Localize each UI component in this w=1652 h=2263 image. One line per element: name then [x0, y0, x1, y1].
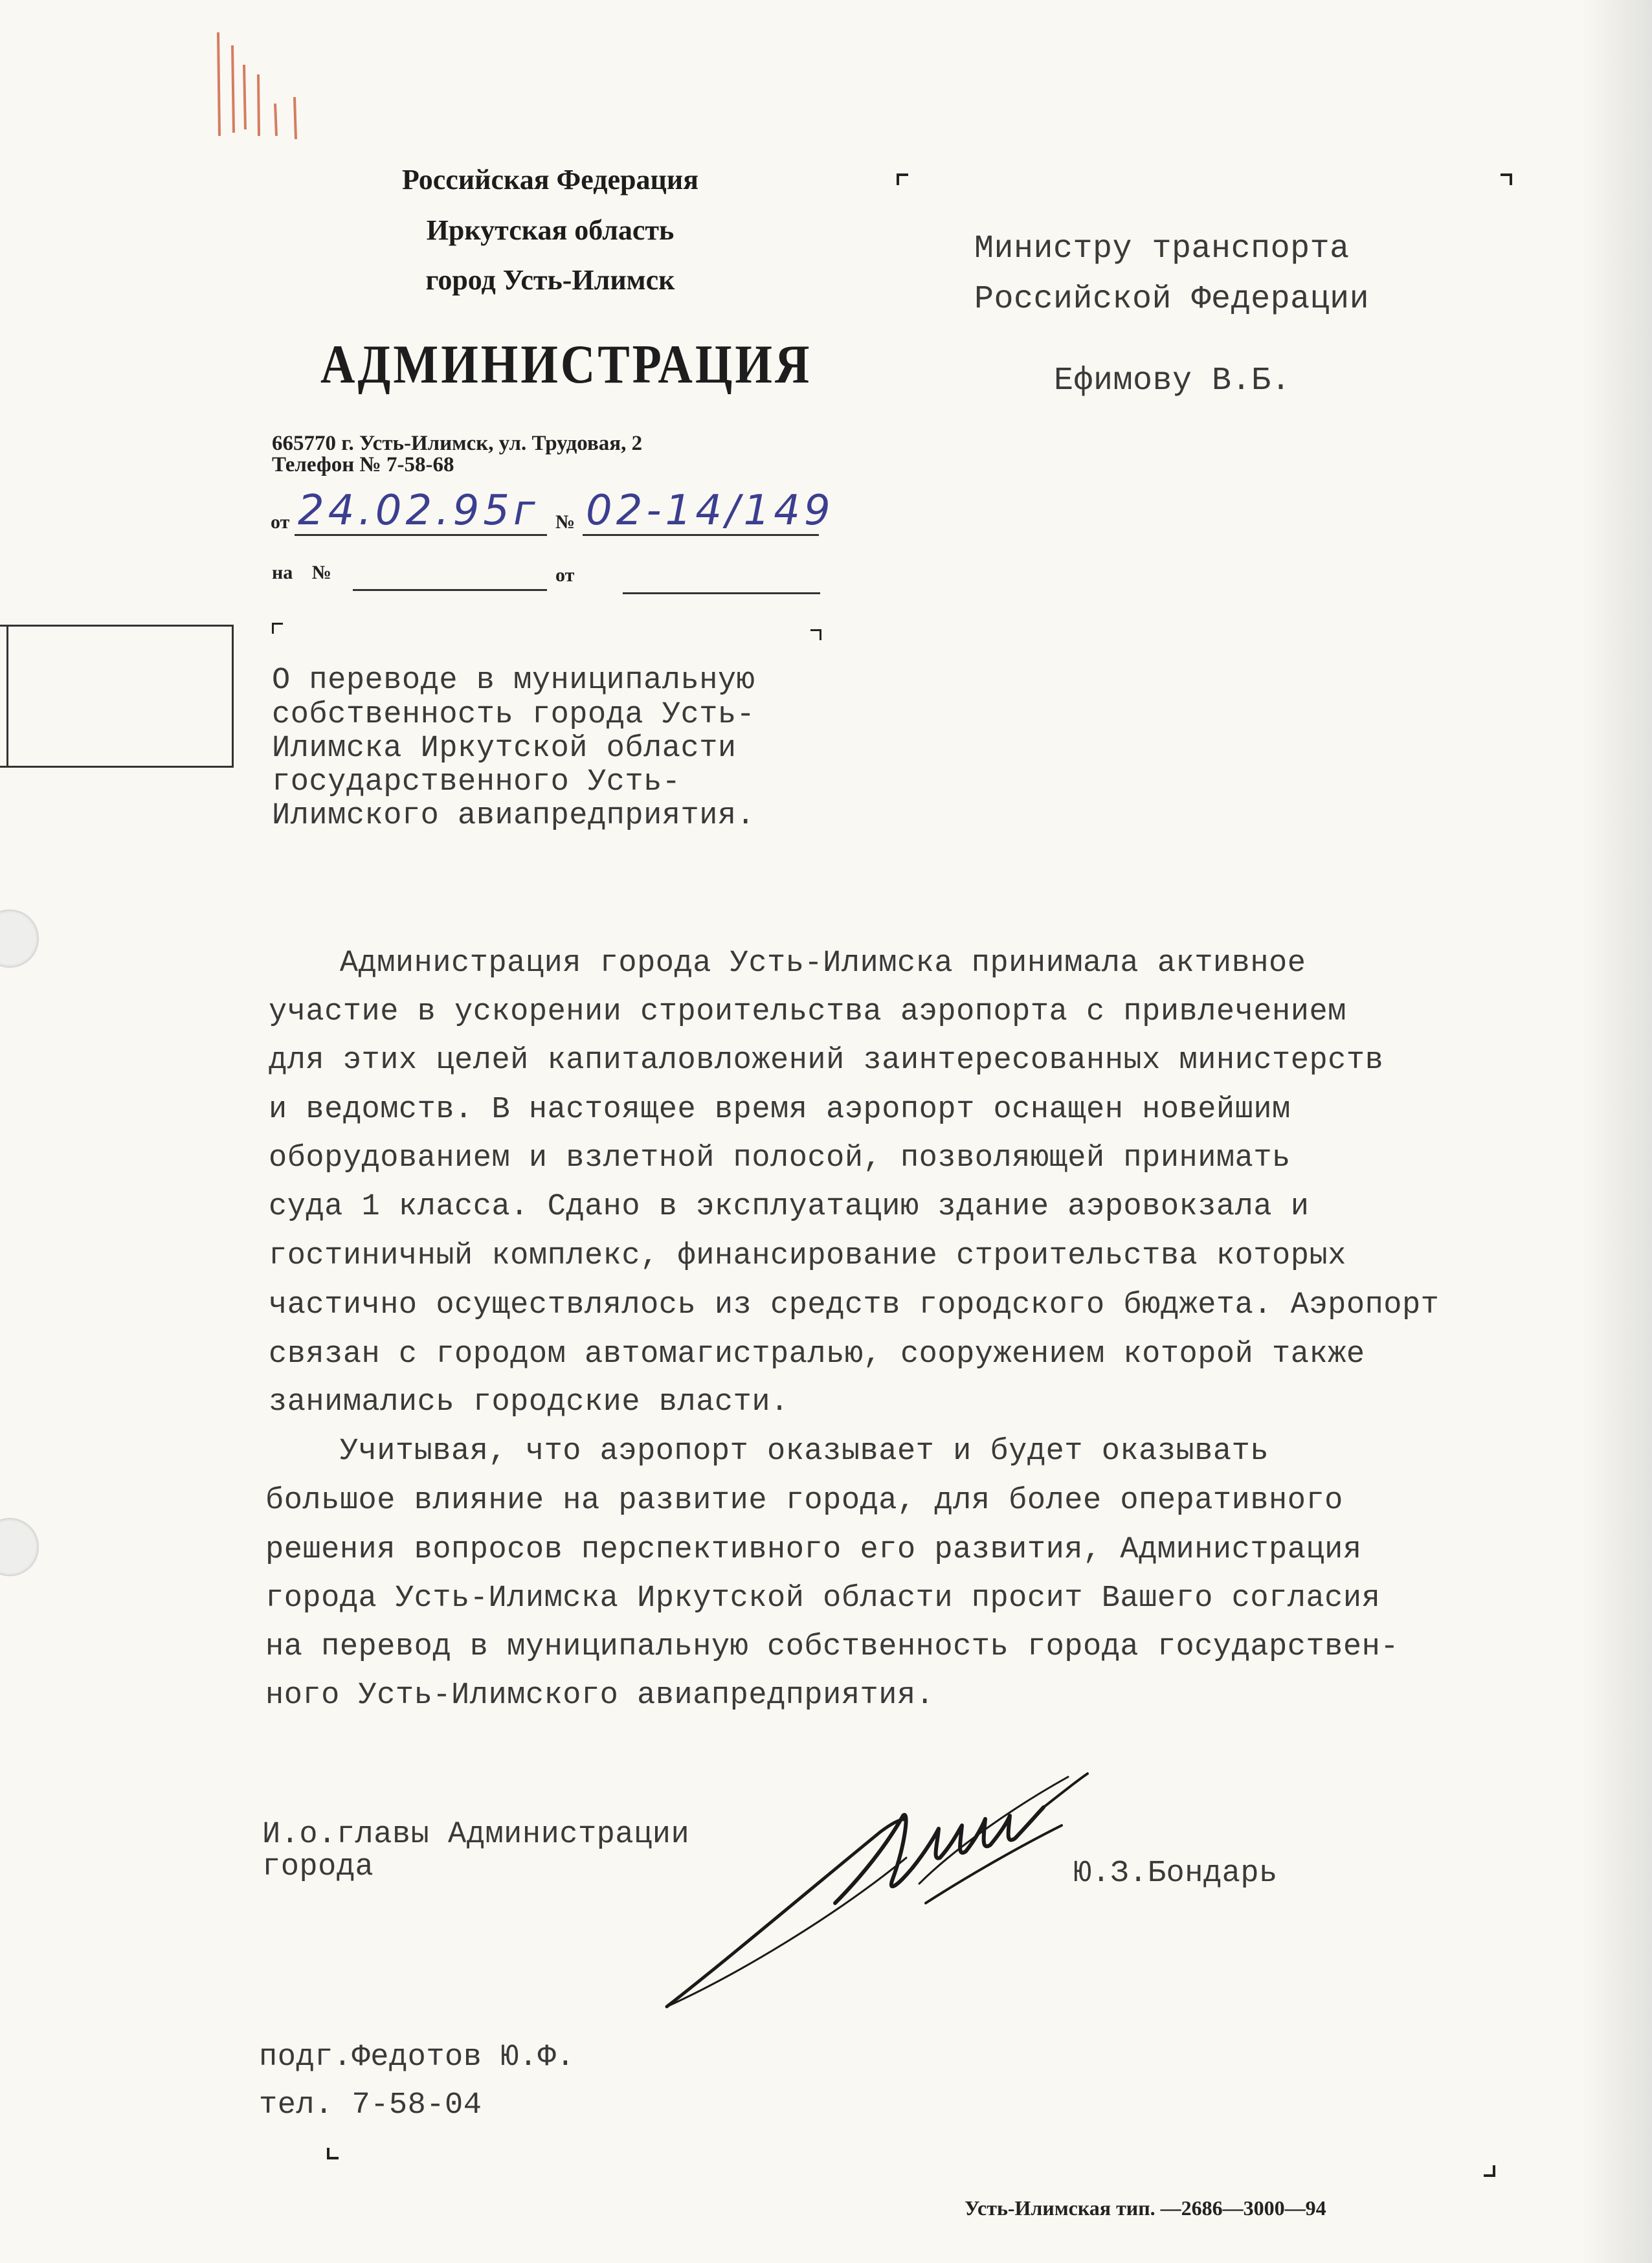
subject-line-3: Илимска Иркутской области	[272, 731, 737, 766]
letterhead-country: Российская Федерация	[401, 164, 699, 195]
letter-date: 24.02.95г	[298, 487, 539, 535]
date-rule	[295, 534, 547, 536]
letterhead-city: город Усть-Илимск	[425, 264, 675, 296]
number-prefix: №	[555, 511, 575, 533]
recipient-line-1: Министру транспорта	[974, 230, 1350, 267]
letterhead-address: 665770 г. Усть-Илимск, ул. Трудовая, 2	[272, 432, 643, 455]
body-line-4: и ведомств. В настоящее время аэропорт оснащен новейшим	[269, 1093, 1291, 1127]
subject-line-5: Илимского авиапредприятия.	[272, 799, 755, 833]
body-line-14: города Усть-Илимска Иркутской области просит Вашего согласия	[265, 1581, 1381, 1616]
body-line-6: суда 1 класса. Сдано в эксплуатацию здание аэровокзала и	[269, 1190, 1310, 1224]
reference-from-rule	[623, 592, 820, 594]
body-line-7: гостиничный комплекс, финансирование строительства которых	[269, 1239, 1346, 1273]
body-line-3: для этих целей капиталовложений заинтересованных министерств	[269, 1043, 1384, 1078]
subject-line-2: собственность города Усть-	[272, 698, 755, 732]
recipient-line-3: Ефимову В.Б.	[1054, 362, 1291, 399]
letterhead-phone: Телефон № 7-58-68	[272, 453, 454, 476]
subject-line-1: О переводе в муниципальную	[272, 663, 755, 698]
signatory-name: Ю.З.Бондарь	[1073, 1856, 1278, 1891]
number-rule	[583, 534, 819, 536]
printer-imprint: Усть-Илимская тип. —2686—3000—94	[965, 2196, 1326, 2220]
punch-hole-bottom	[0, 1518, 39, 1576]
reference-from: от	[555, 564, 575, 586]
subject-line-4: государственного Усть-	[272, 765, 681, 799]
body-line-16: ного Усть-Илимского авиапредприятия.	[265, 1678, 935, 1713]
body-line-10: занимались городские власти.	[269, 1385, 789, 1420]
corner-mark-subject-right	[810, 629, 821, 640]
paper-edge	[1581, 0, 1652, 2263]
body-line-15: на перевод в муниципальную собственность города государствен-	[265, 1630, 1399, 1664]
corner-mark-top-left	[897, 173, 908, 185]
red-pencil-marks	[210, 26, 314, 142]
prepared-by: подг.Федотов Ю.Ф.	[259, 2040, 575, 2075]
body-line-1: Администрация города Усть-Илимска принимала активное	[265, 946, 1306, 981]
recipient-line-2: Российской Федерации	[974, 281, 1370, 318]
reference-prefix: на №	[272, 562, 331, 583]
body-line-8: частично осуществлялось из средств городского бюджета. Аэропорт	[269, 1288, 1440, 1322]
body-line-12: большое влияние на развитие города, для более оперативного	[265, 1484, 1343, 1518]
letterhead-region: Иркутская область	[426, 214, 675, 246]
date-prefix: от	[271, 511, 290, 533]
handwritten-signature	[647, 1748, 1100, 2020]
corner-mark-top-right	[1501, 173, 1512, 185]
letterhead-title: АДМИНИСТРАЦИЯ	[320, 334, 812, 396]
body-line-9: связан с городом автомагистралью, сооружением которой также	[269, 1337, 1365, 1372]
signatory-position-line-1: И.о.главы Администрации	[262, 1818, 690, 1852]
body-line-5: оборудованием и взлетной полосой, позволяющей принимать	[269, 1141, 1291, 1176]
corner-mark-bottom-left	[327, 2148, 339, 2159]
body-line-11: Учитывая, что аэропорт оказывает и будет оказывать	[265, 1434, 1269, 1469]
body-line-2: участие в ускорении строительства аэропорта с привлечением	[269, 995, 1346, 1029]
letter-number: 02-14/149	[586, 487, 834, 535]
corner-mark-bottom-right	[1484, 2165, 1495, 2177]
reference-rule	[353, 589, 547, 591]
prepared-by-phone: тел. 7-58-04	[259, 2088, 482, 2123]
registration-box	[0, 625, 234, 768]
signatory-position-line-2: города	[262, 1850, 374, 1884]
corner-mark-subject-left	[272, 623, 283, 634]
body-line-13: решения вопросов перспективного его развития, Администрация	[265, 1533, 1362, 1567]
punch-hole-top	[0, 909, 39, 968]
